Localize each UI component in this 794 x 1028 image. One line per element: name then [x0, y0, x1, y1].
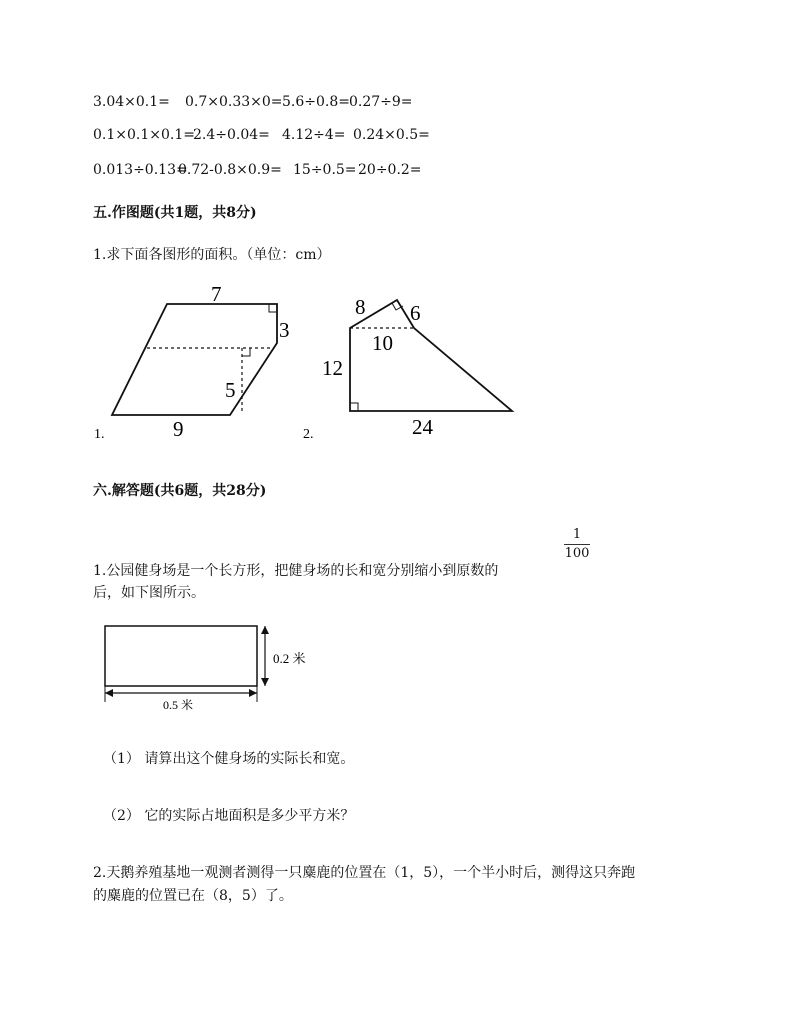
fig2-label-a: 8 [355, 295, 366, 319]
calc-item: 0.27÷9= [349, 94, 413, 110]
calc-item: 5.6÷0.8= [282, 94, 350, 110]
calc-item: 4.12÷4= [282, 127, 346, 143]
fig1-number: 1. [94, 427, 105, 440]
calc-item: 15÷0.5= [293, 162, 357, 178]
sub-question-2: （2） 它的实际占地面积是多少平方米？ [103, 808, 355, 824]
fig2-label-c: 10 [372, 331, 393, 355]
fraction-one-hundredth [562, 527, 592, 562]
trapezoid-shape [112, 304, 277, 415]
fig2-label-b: 6 [410, 301, 421, 325]
right-angle-mark [242, 348, 250, 356]
fig2-number: 2. [303, 427, 314, 442]
fig2-bottom-label: 24 [412, 415, 433, 439]
rectangle-diagram [98, 618, 328, 718]
arrow-up-icon [261, 626, 269, 634]
arrow-down-icon [261, 678, 269, 686]
arrow-right-icon [249, 689, 257, 697]
composite-shape [350, 300, 512, 411]
calc-item: 2.4÷0.04= [193, 127, 270, 143]
section-6-question-2-line-2: 的麋鹿的位置已在（8，5）了。 [93, 888, 293, 904]
calc-item: 0.24×0.5= [353, 127, 430, 143]
fraction-numerator: 1 [572, 527, 582, 542]
calc-item: 20÷0.2= [358, 162, 422, 178]
right-angle-mark [350, 403, 358, 411]
fig1-bottom-label: 9 [173, 417, 184, 440]
rectangle-shape [105, 626, 257, 686]
figure-1-trapezoid [90, 280, 300, 440]
arrow-left-icon [105, 689, 113, 697]
fraction-denominator: 100 [564, 546, 590, 561]
calc-item: 0.7×0.33×0= [185, 94, 283, 110]
calc-item: 0.72-0.8×0.9= [178, 162, 282, 178]
fig1-top-label: 7 [211, 282, 222, 306]
calc-item: 0.013÷0.13= [93, 162, 188, 178]
fig1-right-label: 3 [279, 318, 290, 342]
calc-item: 0.1×0.1×0.1= [93, 127, 195, 143]
section-5-heading: 五.作图题(共1题，共8分) [93, 205, 257, 221]
section-6-question-1-line-2: 后，如下图所示。 [93, 585, 205, 601]
section-6-heading: 六.解答题(共6题，共28分) [93, 483, 267, 499]
rect-height-label: 0.2 米 [273, 651, 306, 666]
right-angle-mark [392, 303, 403, 310]
figure-2-composite [300, 290, 530, 445]
fraction-bar [564, 544, 590, 545]
section-6-question-1-line-1: 1.公园健身场是一个长方形，把健身场的长和宽分别缩小到原数的 [93, 563, 499, 579]
fig1-height-label: 5 [225, 378, 236, 402]
section-5-question-1: 1.求下面各图形的面积。（单位：cm） [93, 247, 331, 263]
right-angle-mark [269, 304, 277, 312]
calc-item: 3.04×0.1= [93, 94, 170, 110]
section-6-question-2-line-1: 2.天鹅养殖基地一观测者测得一只麋鹿的位置在（1，5），一个半小时后，测得这只奔跑 [93, 865, 636, 881]
fig2-left-label: 12 [322, 356, 343, 380]
rect-width-label: 0.5 米 [163, 698, 194, 712]
sub-question-1: （1） 请算出这个健身场的实际长和宽。 [103, 751, 355, 767]
